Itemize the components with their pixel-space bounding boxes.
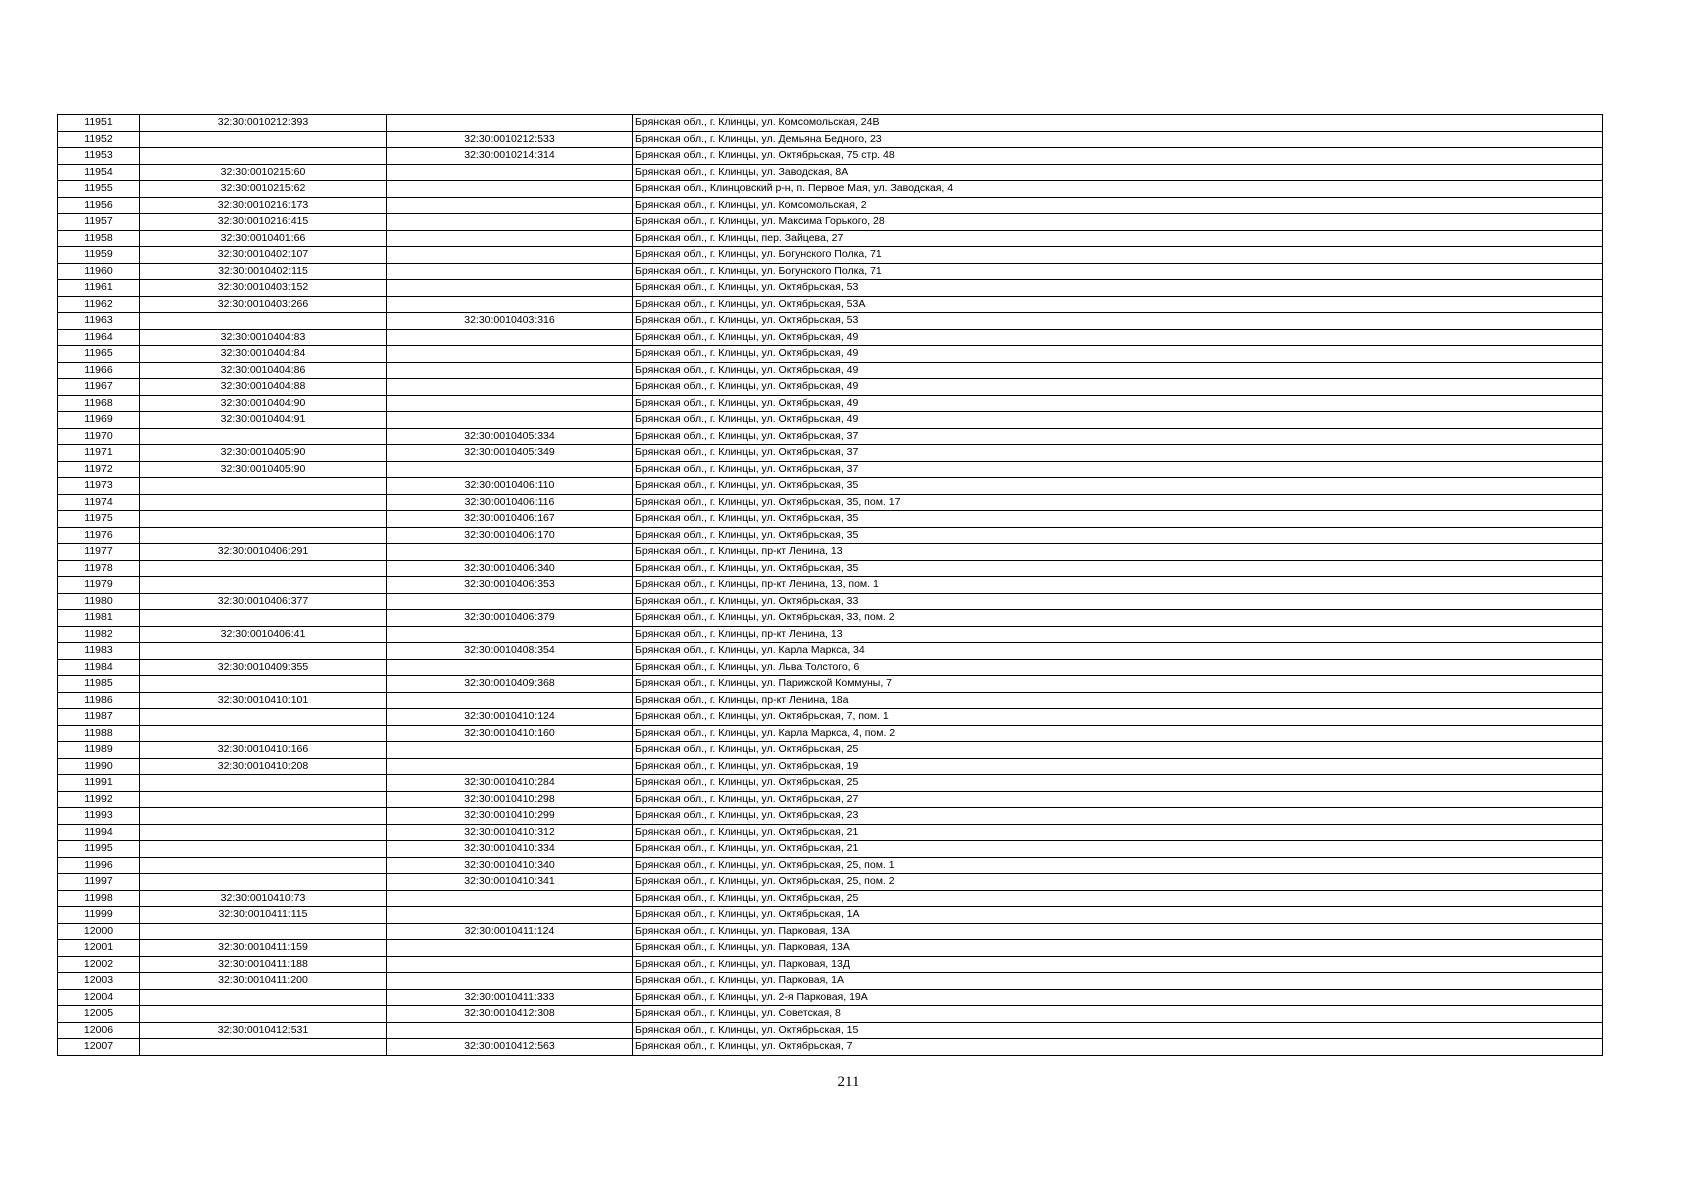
row-number-cell: 11959 xyxy=(58,247,140,264)
table-row xyxy=(58,1039,1603,1056)
cadastral-number-cell: 32:30:0010216:173 xyxy=(140,197,387,214)
cadastral-number-secondary-cell: 32:30:0010410:299 xyxy=(387,808,633,825)
cadastral-number-cell xyxy=(140,923,387,940)
row-number-cell: 11973 xyxy=(58,478,140,495)
cadastral-number-cell: 32:30:0010406:377 xyxy=(140,593,387,610)
row-number-cell: 12004 xyxy=(58,989,140,1006)
row-number-cell: 11985 xyxy=(58,676,140,693)
cadastral-number-secondary-cell: 32:30:0010403:316 xyxy=(387,313,633,330)
row-number-cell: 12005 xyxy=(58,1006,140,1023)
cadastral-number-cell: 32:30:0010404:88 xyxy=(140,379,387,396)
table-row xyxy=(58,874,1603,891)
table-row xyxy=(58,461,1603,478)
row-number-cell: 11988 xyxy=(58,725,140,742)
table-row xyxy=(58,841,1603,858)
cadastral-number-cell xyxy=(140,610,387,627)
cadastral-number-secondary-cell: 32:30:0010406:167 xyxy=(387,511,633,528)
address-cell: Брянская обл., г. Клинцы, ул. Октябрьская, 49 xyxy=(633,379,1603,396)
row-number-cell: 11989 xyxy=(58,742,140,759)
address-cell: Брянская обл., г. Клинцы, ул. Богунского Полка, 71 xyxy=(633,263,1603,280)
address-cell: Брянская обл., г. Клинцы, ул. Парковая, 1А xyxy=(633,973,1603,990)
row-number-cell: 11958 xyxy=(58,230,140,247)
row-number-cell: 11962 xyxy=(58,296,140,313)
cadastral-number-cell xyxy=(140,808,387,825)
cadastral-number-cell: 32:30:0010404:86 xyxy=(140,362,387,379)
row-number-cell: 11978 xyxy=(58,560,140,577)
address-cell: Брянская обл., г. Клинцы, ул. Советская, 8 xyxy=(633,1006,1603,1023)
cadastral-number-cell: 32:30:0010215:62 xyxy=(140,181,387,198)
cadastral-number-cell: 32:30:0010404:91 xyxy=(140,412,387,429)
address-cell: Брянская обл., г. Клинцы, ул. Октябрьская, 37 xyxy=(633,445,1603,462)
table-row xyxy=(58,362,1603,379)
address-cell: Брянская обл., г. Клинцы, ул. Комсомольская, 2 xyxy=(633,197,1603,214)
table-row xyxy=(58,643,1603,660)
cadastral-number-cell xyxy=(140,775,387,792)
cadastral-number-secondary-cell: 32:30:0010406:116 xyxy=(387,494,633,511)
row-number-cell: 11955 xyxy=(58,181,140,198)
table-body xyxy=(58,115,1603,1056)
cadastral-number-cell: 32:30:0010410:166 xyxy=(140,742,387,759)
cadastral-number-secondary-cell xyxy=(387,461,633,478)
address-cell: Брянская обл., г. Клинцы, ул. Октябрьская, 37 xyxy=(633,428,1603,445)
cadastral-number-secondary-cell: 32:30:0010406:379 xyxy=(387,610,633,627)
cadastral-number-secondary-cell: 32:30:0010411:333 xyxy=(387,989,633,1006)
row-number-cell: 11957 xyxy=(58,214,140,231)
cadastral-number-cell xyxy=(140,791,387,808)
table-row xyxy=(58,973,1603,990)
row-number-cell: 11960 xyxy=(58,263,140,280)
row-number-cell: 11993 xyxy=(58,808,140,825)
address-cell: Брянская обл., г. Клинцы, пр-кт Ленина, 13 xyxy=(633,544,1603,561)
row-number-cell: 11998 xyxy=(58,890,140,907)
cadastral-number-cell xyxy=(140,148,387,165)
address-cell: Брянская обл., г. Клинцы, пер. Зайцева, 27 xyxy=(633,230,1603,247)
cadastral-number-secondary-cell: 32:30:0010411:124 xyxy=(387,923,633,940)
row-number-cell: 11980 xyxy=(58,593,140,610)
cadastral-number-secondary-cell xyxy=(387,544,633,561)
cadastral-number-cell xyxy=(140,313,387,330)
cadastral-number-secondary-cell xyxy=(387,164,633,181)
cadastral-number-secondary-cell xyxy=(387,280,633,297)
cadastral-number-secondary-cell: 32:30:0010212:533 xyxy=(387,131,633,148)
row-number-cell: 11961 xyxy=(58,280,140,297)
table-row xyxy=(58,692,1603,709)
address-cell: Брянская обл., г. Клинцы, ул. Октябрьская, 1А xyxy=(633,907,1603,924)
table-row xyxy=(58,824,1603,841)
cadastral-number-secondary-cell xyxy=(387,412,633,429)
table-row xyxy=(58,626,1603,643)
table-row xyxy=(58,445,1603,462)
address-cell: Брянская обл., г. Клинцы, ул. Октябрьская, 49 xyxy=(633,362,1603,379)
address-cell: Брянская обл., г. Клинцы, ул. Октябрьская, 75 стр. 48 xyxy=(633,148,1603,165)
table-row xyxy=(58,709,1603,726)
cadastral-number-cell xyxy=(140,824,387,841)
table-row xyxy=(58,989,1603,1006)
cadastral-number-cell xyxy=(140,494,387,511)
table-row xyxy=(58,857,1603,874)
cadastral-number-secondary-cell xyxy=(387,230,633,247)
address-cell: Брянская обл., г. Клинцы, пр-кт Ленина, 13 xyxy=(633,626,1603,643)
cadastral-number-cell xyxy=(140,709,387,726)
row-number-cell: 11991 xyxy=(58,775,140,792)
row-number-cell: 11969 xyxy=(58,412,140,429)
cadastral-number-cell: 32:30:0010405:90 xyxy=(140,461,387,478)
table-row xyxy=(58,560,1603,577)
cadastral-number-secondary-cell xyxy=(387,692,633,709)
cadastral-number-secondary-cell xyxy=(387,296,633,313)
table-row xyxy=(58,329,1603,346)
table-row xyxy=(58,115,1603,132)
property-table xyxy=(57,114,1603,1056)
cadastral-number-cell xyxy=(140,428,387,445)
cadastral-number-cell: 32:30:0010403:152 xyxy=(140,280,387,297)
address-cell: Брянская обл., г. Клинцы, ул. Парковая, 13А xyxy=(633,923,1603,940)
cadastral-number-cell: 32:30:0010401:66 xyxy=(140,230,387,247)
cadastral-number-secondary-cell xyxy=(387,214,633,231)
cadastral-number-cell xyxy=(140,1039,387,1056)
cadastral-number-secondary-cell: 32:30:0010406:170 xyxy=(387,527,633,544)
cadastral-number-cell: 32:30:0010410:208 xyxy=(140,758,387,775)
cadastral-number-secondary-cell: 32:30:0010410:124 xyxy=(387,709,633,726)
cadastral-number-secondary-cell: 32:30:0010410:340 xyxy=(387,857,633,874)
row-number-cell: 11975 xyxy=(58,511,140,528)
cadastral-number-secondary-cell: 32:30:0010405:334 xyxy=(387,428,633,445)
cadastral-number-cell xyxy=(140,527,387,544)
address-cell: Брянская обл., г. Клинцы, ул. Демьяна Бедного, 23 xyxy=(633,131,1603,148)
cadastral-number-secondary-cell xyxy=(387,940,633,957)
cadastral-number-cell xyxy=(140,989,387,1006)
address-cell: Брянская обл., г. Клинцы, ул. Октябрьская, 33, пом. 2 xyxy=(633,610,1603,627)
table-row xyxy=(58,659,1603,676)
cadastral-number-secondary-cell xyxy=(387,1022,633,1039)
row-number-cell: 12006 xyxy=(58,1022,140,1039)
cadastral-number-secondary-cell: 32:30:0010410:312 xyxy=(387,824,633,841)
table-row xyxy=(58,296,1603,313)
table-row xyxy=(58,313,1603,330)
address-cell: Брянская обл., г. Клинцы, ул. Октябрьская, 49 xyxy=(633,395,1603,412)
row-number-cell: 11971 xyxy=(58,445,140,462)
address-cell: Брянская обл., г. Клинцы, ул. Октябрьская, 33 xyxy=(633,593,1603,610)
table-row xyxy=(58,428,1603,445)
address-cell: Брянская обл., г. Клинцы, ул. Октябрьская, 7 xyxy=(633,1039,1603,1056)
table-row xyxy=(58,164,1603,181)
row-number-cell: 11953 xyxy=(58,148,140,165)
cadastral-number-secondary-cell: 32:30:0010409:368 xyxy=(387,676,633,693)
address-cell: Брянская обл., г. Клинцы, ул. Октябрьская, 7, пом. 1 xyxy=(633,709,1603,726)
cadastral-number-secondary-cell: 32:30:0010406:340 xyxy=(387,560,633,577)
cadastral-number-secondary-cell: 32:30:0010214:314 xyxy=(387,148,633,165)
address-cell: Брянская обл., г. Клинцы, пр-кт Ленина, 13, пом. 1 xyxy=(633,577,1603,594)
address-cell: Брянская обл., г. Клинцы, ул. Октябрьская, 37 xyxy=(633,461,1603,478)
row-number-cell: 11965 xyxy=(58,346,140,363)
cadastral-number-cell: 32:30:0010402:107 xyxy=(140,247,387,264)
cadastral-number-secondary-cell xyxy=(387,115,633,132)
row-number-cell: 11976 xyxy=(58,527,140,544)
cadastral-number-cell: 32:30:0010411:159 xyxy=(140,940,387,957)
table-row xyxy=(58,247,1603,264)
table-row xyxy=(58,148,1603,165)
row-number-cell: 11984 xyxy=(58,659,140,676)
row-number-cell: 11966 xyxy=(58,362,140,379)
address-cell: Брянская обл., г. Клинцы, ул. Богунского Полка, 71 xyxy=(633,247,1603,264)
cadastral-number-cell xyxy=(140,478,387,495)
cadastral-number-cell xyxy=(140,857,387,874)
address-cell: Брянская обл., г. Клинцы, ул. Парижской Коммуны, 7 xyxy=(633,676,1603,693)
table-row xyxy=(58,758,1603,775)
cadastral-number-cell xyxy=(140,874,387,891)
address-cell: Брянская обл., г. Клинцы, ул. Льва Толстого, 6 xyxy=(633,659,1603,676)
address-cell: Брянская обл., г. Клинцы, ул. Октябрьская, 21 xyxy=(633,841,1603,858)
address-cell: Брянская обл., г. Клинцы, ул. Октябрьская, 21 xyxy=(633,824,1603,841)
cadastral-number-cell xyxy=(140,725,387,742)
table-row xyxy=(58,940,1603,957)
address-cell: Брянская обл., г. Клинцы, ул. Октябрьская, 15 xyxy=(633,1022,1603,1039)
table-row xyxy=(58,923,1603,940)
row-number-cell: 11979 xyxy=(58,577,140,594)
row-number-cell: 11996 xyxy=(58,857,140,874)
table-row xyxy=(58,280,1603,297)
cadastral-number-cell: 32:30:0010404:84 xyxy=(140,346,387,363)
table-row xyxy=(58,725,1603,742)
table-row xyxy=(58,544,1603,561)
address-cell: Брянская обл., г. Клинцы, ул. Карла Маркса, 4, пом. 2 xyxy=(633,725,1603,742)
cadastral-number-cell: 32:30:0010402:115 xyxy=(140,263,387,280)
cadastral-number-secondary-cell xyxy=(387,197,633,214)
row-number-cell: 12001 xyxy=(58,940,140,957)
cadastral-number-secondary-cell xyxy=(387,247,633,264)
address-cell: Брянская обл., г. Клинцы, ул. Октябрьская, 25 xyxy=(633,775,1603,792)
table-row xyxy=(58,1006,1603,1023)
row-number-cell: 11995 xyxy=(58,841,140,858)
row-number-cell: 11968 xyxy=(58,395,140,412)
table-row xyxy=(58,890,1603,907)
address-cell: Брянская обл., г. Клинцы, ул. Октябрьская, 49 xyxy=(633,346,1603,363)
row-number-cell: 11987 xyxy=(58,709,140,726)
table-row xyxy=(58,577,1603,594)
address-cell: Брянская обл., г. Клинцы, ул. 2-я Парковая, 19А xyxy=(633,989,1603,1006)
cadastral-number-secondary-cell xyxy=(387,329,633,346)
table-row xyxy=(58,346,1603,363)
table-row xyxy=(58,214,1603,231)
cadastral-number-cell: 32:30:0010404:90 xyxy=(140,395,387,412)
row-number-cell: 12002 xyxy=(58,956,140,973)
cadastral-number-secondary-cell xyxy=(387,956,633,973)
row-number-cell: 11970 xyxy=(58,428,140,445)
cadastral-number-cell xyxy=(140,676,387,693)
address-cell: Брянская обл., г. Клинцы, ул. Октябрьская, 19 xyxy=(633,758,1603,775)
cadastral-number-secondary-cell xyxy=(387,181,633,198)
table-row xyxy=(58,956,1603,973)
cadastral-number-cell xyxy=(140,841,387,858)
cadastral-number-secondary-cell xyxy=(387,379,633,396)
cadastral-number-secondary-cell xyxy=(387,362,633,379)
table-row xyxy=(58,181,1603,198)
table-row xyxy=(58,379,1603,396)
cadastral-number-cell: 32:30:0010216:415 xyxy=(140,214,387,231)
cadastral-number-cell: 32:30:0010406:291 xyxy=(140,544,387,561)
cadastral-number-secondary-cell xyxy=(387,626,633,643)
table-row xyxy=(58,527,1603,544)
row-number-cell: 11981 xyxy=(58,610,140,627)
row-number-cell: 11990 xyxy=(58,758,140,775)
cadastral-number-cell: 32:30:0010405:90 xyxy=(140,445,387,462)
table-row xyxy=(58,478,1603,495)
address-cell: Брянская обл., г. Клинцы, ул. Октябрьская, 25 xyxy=(633,890,1603,907)
address-cell: Брянская обл., г. Клинцы, ул. Октябрьская, 25 xyxy=(633,742,1603,759)
address-cell: Брянская обл., г. Клинцы, ул. Октябрьская, 27 xyxy=(633,791,1603,808)
cadastral-number-cell xyxy=(140,131,387,148)
address-cell: Брянская обл., г. Клинцы, ул. Комсомольская, 24В xyxy=(633,115,1603,132)
row-number-cell: 11951 xyxy=(58,115,140,132)
table-row xyxy=(58,791,1603,808)
table-row xyxy=(58,197,1603,214)
cadastral-number-cell xyxy=(140,1006,387,1023)
address-cell: Брянская обл., г. Клинцы, ул. Октябрьская, 25, пом. 1 xyxy=(633,857,1603,874)
row-number-cell: 11983 xyxy=(58,643,140,660)
cadastral-number-secondary-cell: 32:30:0010410:298 xyxy=(387,791,633,808)
row-number-cell: 12000 xyxy=(58,923,140,940)
cadastral-number-secondary-cell xyxy=(387,659,633,676)
row-number-cell: 11972 xyxy=(58,461,140,478)
table-row xyxy=(58,610,1603,627)
row-number-cell: 11967 xyxy=(58,379,140,396)
row-number-cell: 11974 xyxy=(58,494,140,511)
address-cell: Брянская обл., г. Клинцы, ул. Октябрьская, 49 xyxy=(633,329,1603,346)
table-row xyxy=(58,593,1603,610)
address-cell: Брянская обл., г. Клинцы, ул. Октябрьская, 49 xyxy=(633,412,1603,429)
address-cell: Брянская обл., г. Клинцы, ул. Октябрьская, 35 xyxy=(633,478,1603,495)
cadastral-number-cell: 32:30:0010411:115 xyxy=(140,907,387,924)
address-cell: Брянская обл., г. Клинцы, ул. Карла Маркса, 34 xyxy=(633,643,1603,660)
cadastral-number-secondary-cell xyxy=(387,263,633,280)
cadastral-number-cell: 32:30:0010406:41 xyxy=(140,626,387,643)
table-row xyxy=(58,907,1603,924)
row-number-cell: 11963 xyxy=(58,313,140,330)
cadastral-number-secondary-cell: 32:30:0010406:353 xyxy=(387,577,633,594)
cadastral-number-secondary-cell: 32:30:0010412:308 xyxy=(387,1006,633,1023)
cadastral-number-cell: 32:30:0010403:266 xyxy=(140,296,387,313)
row-number-cell: 11954 xyxy=(58,164,140,181)
address-cell: Брянская обл., г. Клинцы, ул. Парковая, 13Д xyxy=(633,956,1603,973)
table-row xyxy=(58,511,1603,528)
cadastral-number-secondary-cell: 32:30:0010410:341 xyxy=(387,874,633,891)
cadastral-number-secondary-cell xyxy=(387,346,633,363)
row-number-cell: 11952 xyxy=(58,131,140,148)
address-cell: Брянская обл., г. Клинцы, ул. Октябрьская, 35 xyxy=(633,560,1603,577)
table-row xyxy=(58,1022,1603,1039)
cadastral-number-secondary-cell xyxy=(387,395,633,412)
address-cell: Брянская обл., г. Клинцы, ул. Максима Горького, 28 xyxy=(633,214,1603,231)
table-row xyxy=(58,742,1603,759)
cadastral-number-cell xyxy=(140,577,387,594)
cadastral-number-cell xyxy=(140,511,387,528)
cadastral-number-secondary-cell xyxy=(387,758,633,775)
cadastral-number-secondary-cell: 32:30:0010408:354 xyxy=(387,643,633,660)
table-row xyxy=(58,131,1603,148)
cadastral-number-cell: 32:30:0010411:188 xyxy=(140,956,387,973)
address-cell: Брянская обл., г. Клинцы, ул. Октябрьская, 35, пом. 17 xyxy=(633,494,1603,511)
row-number-cell: 12003 xyxy=(58,973,140,990)
cadastral-number-cell xyxy=(140,560,387,577)
cadastral-number-cell: 32:30:0010410:73 xyxy=(140,890,387,907)
table-row xyxy=(58,230,1603,247)
address-cell: Брянская обл., г. Клинцы, ул. Заводская, 8А xyxy=(633,164,1603,181)
cadastral-number-cell: 32:30:0010212:393 xyxy=(140,115,387,132)
address-cell: Брянская обл., Клинцовский р-н, п. Первое Мая, ул. Заводская, 4 xyxy=(633,181,1603,198)
table-row xyxy=(58,395,1603,412)
cadastral-number-secondary-cell xyxy=(387,593,633,610)
table-row xyxy=(58,808,1603,825)
page-number: 211 xyxy=(837,1074,860,1090)
cadastral-number-cell: 32:30:0010412:531 xyxy=(140,1022,387,1039)
table-row xyxy=(58,412,1603,429)
table-row xyxy=(58,263,1603,280)
row-number-cell: 11956 xyxy=(58,197,140,214)
table-row xyxy=(58,775,1603,792)
cadastral-number-secondary-cell xyxy=(387,907,633,924)
row-number-cell: 11977 xyxy=(58,544,140,561)
cadastral-number-secondary-cell: 32:30:0010410:284 xyxy=(387,775,633,792)
address-cell: Брянская обл., г. Клинцы, ул. Октябрьская, 35 xyxy=(633,511,1603,528)
address-cell: Брянская обл., г. Клинцы, ул. Парковая, 13А xyxy=(633,940,1603,957)
cadastral-number-secondary-cell: 32:30:0010412:563 xyxy=(387,1039,633,1056)
row-number-cell: 11986 xyxy=(58,692,140,709)
cadastral-number-cell: 32:30:0010410:101 xyxy=(140,692,387,709)
cadastral-number-secondary-cell: 32:30:0010405:349 xyxy=(387,445,633,462)
row-number-cell: 11992 xyxy=(58,791,140,808)
row-number-cell: 11997 xyxy=(58,874,140,891)
cadastral-number-cell: 32:30:0010411:200 xyxy=(140,973,387,990)
address-cell: Брянская обл., г. Клинцы, ул. Октябрьская, 53 xyxy=(633,280,1603,297)
address-cell: Брянская обл., г. Клинцы, ул. Октябрьская, 35 xyxy=(633,527,1603,544)
cadastral-number-cell: 32:30:0010404:83 xyxy=(140,329,387,346)
row-number-cell: 11982 xyxy=(58,626,140,643)
address-cell: Брянская обл., г. Клинцы, ул. Октябрьская, 25, пом. 2 xyxy=(633,874,1603,891)
row-number-cell: 11994 xyxy=(58,824,140,841)
address-cell: Брянская обл., г. Клинцы, пр-кт Ленина, 18а xyxy=(633,692,1603,709)
row-number-cell: 11964 xyxy=(58,329,140,346)
address-cell: Брянская обл., г. Клинцы, ул. Октябрьская, 53А xyxy=(633,296,1603,313)
address-cell: Брянская обл., г. Клинцы, ул. Октябрьская, 23 xyxy=(633,808,1603,825)
cadastral-number-secondary-cell xyxy=(387,890,633,907)
cadastral-number-secondary-cell xyxy=(387,973,633,990)
cadastral-number-secondary-cell: 32:30:0010410:334 xyxy=(387,841,633,858)
cadastral-number-secondary-cell xyxy=(387,742,633,759)
cadastral-number-cell xyxy=(140,643,387,660)
cadastral-number-cell: 32:30:0010409:355 xyxy=(140,659,387,676)
row-number-cell: 12007 xyxy=(58,1039,140,1056)
address-cell: Брянская обл., г. Клинцы, ул. Октябрьская, 53 xyxy=(633,313,1603,330)
cadastral-number-cell: 32:30:0010215:60 xyxy=(140,164,387,181)
cadastral-number-secondary-cell: 32:30:0010406:110 xyxy=(387,478,633,495)
table-row xyxy=(58,676,1603,693)
cadastral-number-secondary-cell: 32:30:0010410:160 xyxy=(387,725,633,742)
table-row xyxy=(58,494,1603,511)
row-number-cell: 11999 xyxy=(58,907,140,924)
